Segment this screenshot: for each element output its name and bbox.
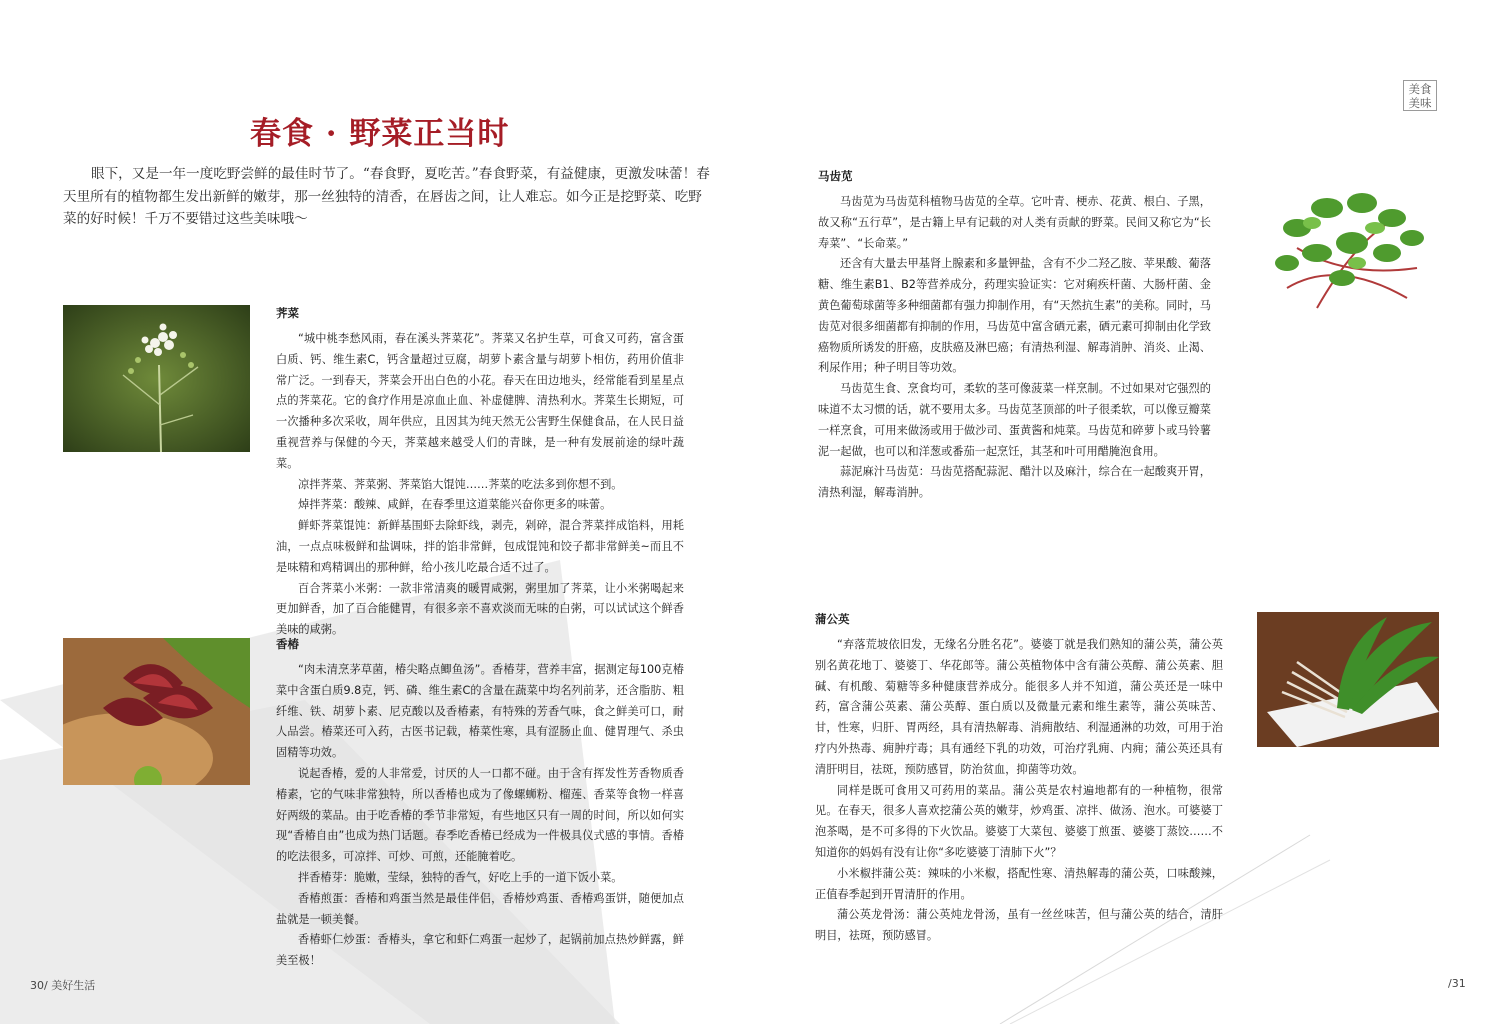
section-machixian [818, 168, 1211, 504]
paragraph: 蒜泥麻汁马齿苋：马齿苋搭配蒜泥、醋汁以及麻汁，综合在一起酸爽开胃，清热利湿，解毒消肿。 [818, 465, 1211, 500]
paragraph: 还含有大量去甲基肾上腺素和多量钾盐，含有不少二羟乙胺、苹果酸、葡落糖、维生素B1、B2等营养成分，药理实验证实：它对痢疾杆菌、大肠杆菌、金黄色葡萄球菌等多种细菌都有强力抑制作用，有“天然抗生素”的美称。同时，马齿苋对很多细菌都有抑制的作用，马齿苋中富含硒元素，硒元素可抑制由化学致癌物质所诱发的肝癌，皮肤癌及淋巴癌；有清热利湿、解毒消肿、消炎、止渴、利尿作用；种子明目等功效。 [818, 257, 1211, 375]
paragraph: 鲜虾荠菜馄饨：新鲜基围虾去除虾线，剥壳，剁碎，混合荠菜拌成馅料，用耗油，一点点味极鲜和盐调味，拌的馅非常鲜，包成馄饨和饺子都非常鲜美~而且不是味精和鸡精调出的那种鲜，给小孩儿吃最合适不过了。 [276, 519, 684, 574]
section-jicai [276, 305, 684, 641]
machixian-photo [1257, 168, 1439, 326]
paragraph: 小米椒拌蒲公英：辣味的小米椒，搭配性寒、清热解毒的蒲公英，口味酸辣，正值春季起到开胃清肝的作用。 [815, 866, 1223, 901]
paragraph: 同样是既可食用又可药用的菜品。蒲公英是农村遍地都有的一种植物，很常见。在春天，很多人喜欢挖蒲公英的嫩芽，炒鸡蛋、凉拌、做汤、泡水。可婆婆丁泡茶喝，是不可多得的下火饮品。婆婆丁大菜包、婆婆丁煎蛋、婆婆丁蒸饺……不知道你的妈妈有没有让你“多吃婆婆丁清肺下火”？ [815, 783, 1223, 859]
paragraph: 马齿苋生食、烹食均可，柔软的茎可像菠菜一样烹制。不过如果对它强烈的味道不太习惯的话，就不要用太多。马齿苋茎顶部的叶子很柔软，可以像豆瓣菜一样烹食，可用来做汤或用于做沙司、蛋黄酱和炖菜。马齿苋和碎萝卜或马铃薯泥一起做，也可以和洋葱或番茄一起烹饪，其茎和叶可用醋腌泡食用。 [818, 382, 1211, 458]
paragraph: 凉拌荠菜、荠菜粥、荠菜馅大馄饨……荠菜的吃法多到你想不到。 [298, 477, 623, 491]
section-heading: 荠菜 [276, 306, 299, 320]
pugongying-photo [1257, 612, 1439, 747]
paragraph: “城中桃李愁风雨，春在溪头荠菜花”。荠菜又名护生草，可食又可药，富含蛋白质、钙、维生素C，钙含量超过豆腐，胡萝卜素含量与胡萝卜相仿，药用价值非常广泛。一到春天，荠菜会开出白色的小花。春天在田边地头，经常能看到星星点点的荠菜花。它的食疗作用是凉血止血、补虚健脾、清热利水。荠菜生长期短，可一次播种多次采收，周年供应，且因其为纯天然无公害野生保健食品，在人民日益重视营养与保健的今天，荠菜越来越受人们的青睐，是一种有发展前途的绿叶蔬菜。 [276, 332, 684, 470]
section-heading: 马齿苋 [818, 169, 853, 183]
paragraph: 焯拌荠菜：酸辣、咸鲜，在春季里这道菜能兴奋你更多的味蕾。 [298, 498, 612, 512]
paragraph: 马齿苋为马齿苋科植物马齿苋的全草。它叶青、梗赤、花黄、根白、子黑，故又称“五行草”，是古籍上早有记载的对人类有贡献的野菜。民间又称它为“长寿菜”、“长命菜。” [818, 195, 1211, 250]
paragraph: 蒲公英龙骨汤：蒲公英炖龙骨汤，虽有一丝丝味苦，但与蒲公英的结合，清肝明目，祛斑，预防感冒。 [815, 908, 1223, 943]
paragraph: “弃落荒坡依旧发，无缘名分胜名花”。婆婆丁就是我们熟知的蒲公英，蒲公英别名黄花地丁、婆婆丁、华花郎等。蒲公英植物体中含有蒲公英醇、蒲公英素、胆碱、有机酸、菊糖等多种健康营养成分。能很多人并不知道，蒲公英还是一味中药，富含蒲公英素、蒲公英醇、蛋白质以及微量元素和维生素等，蒲公英味苦、甘，性寒，归肝、胃两经，具有清热解毒、消痈散结、利湿通淋的功效，可用于治疗内外热毒、痈肿疔毒；具有通经下乳的功效，可治疗乳痈、内痈；蒲公英还具有清肝明目，祛斑，预防感冒，防治贫血，抑菌等功效。 [815, 638, 1223, 776]
jicai-photo [63, 305, 250, 452]
paragraph: 拌香椿芽：脆嫩，莹绿，独特的香气，好吃上手的一道下饭小菜。 [298, 870, 623, 884]
paragraph: 百合荠菜小米粥：一款非常清爽的暖胃咸粥，粥里加了荠菜，让小米粥喝起来更加鲜香，加了百合能健胃，有很多亲不喜欢淡而无味的白粥，可以试试这个鲜香美味的咸粥。 [276, 581, 684, 637]
paragraph: 香椿虾仁炒蛋：香椿头，拿它和虾仁鸡蛋一起炒了，起锅前加点热炒鲜露，鲜美至极！ [276, 933, 684, 968]
section-pugongying [815, 611, 1223, 947]
paragraph: 香椿煎蛋：香椿和鸡蛋当然是最佳伴侣，香椿炒鸡蛋、香椿鸡蛋饼，随便加点盐就是一顿美餐。 [276, 891, 684, 926]
page-number-left: 30/ 美好生活 [30, 979, 96, 992]
xiangchun-photo [63, 638, 250, 785]
section-heading: 香椿 [276, 637, 299, 651]
page-title: 春食 · 野菜正当时 [250, 116, 510, 152]
badge-line-1: 美食 [1408, 82, 1432, 96]
badge-line-2: 美味 [1408, 96, 1432, 110]
section-heading: 蒲公英 [815, 612, 850, 626]
page-number-right: /31 [1448, 977, 1466, 990]
column-badge [1403, 80, 1437, 111]
paragraph: “肉未清烹茅草菌，椿尖略点鲫鱼汤”。香椿芽，营养丰富，据测定每100克椿菜中含蛋白质9.8克，钙、磷、维生素C的含量在蔬菜中均名列前茅，还含脂肪、粗纤维、铁、胡萝卜素、尼克酸以及香椿素，有特殊的芳香气味，食之鲜美可口，耐人品尝。椿菜还可入药，古医书记载，椿菜性寒，具有涩肠止血、健胃理气、杀虫固精等功效。 [276, 663, 684, 760]
paragraph: 说起香椿，爱的人非常爱，讨厌的人一口都不碰。由于含有挥发性芳香物质香椿素，它的气味非常独特，所以香椿也成为了像螺蛳粉、榴莲、香菜等食物一样喜好两级的菜品。由于吃香椿的季节非常短，有些地区只有一周的时间，所以如何实现“香椿自由”也成为热门话题。春季吃香椿已经成为一件极具仪式感的事情。香椿的吃法很多，可凉拌、可炒、可煎，还能腌着吃。 [276, 766, 684, 864]
intro-paragraph: 眼下，又是一年一度吃野尝鲜的最佳时节了。“春食野，夏吃苦。”春食野菜，有益健康，更激发味蕾！春天里所有的植物都生发出新鲜的嫩芽，那一丝独特的清香，在唇齿之间，让人难忘。如今正是挖野菜、吃野菜的好时候！千万不要错过这些美味哦～ [63, 166, 710, 227]
section-xiangchun [276, 636, 684, 972]
